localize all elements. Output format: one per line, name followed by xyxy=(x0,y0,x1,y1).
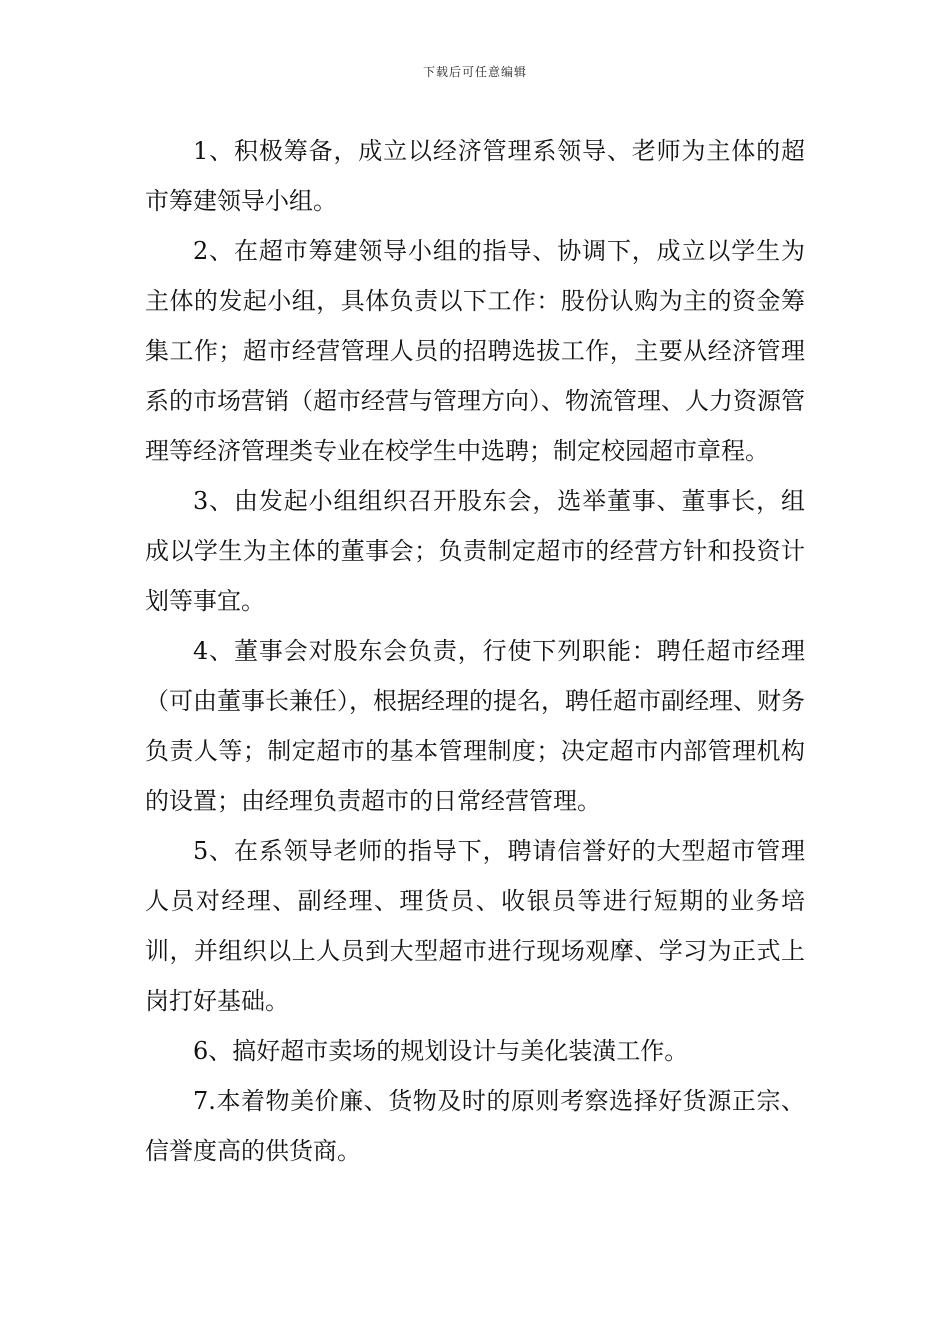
document-body xyxy=(145,126,805,1176)
paragraph-6: 6、搞好超市卖场的规划设计与美化装潢工作。 xyxy=(193,1037,689,1065)
paragraph-2: 2、在超市筹建领导小组的指导、协调下，成立以学生为主体的发起小组，具体负责以下工作：股份认购为主的资金筹集工作；超市经营管理人员的招聘选拔工作，主要从经济管理系的市场营销（超市经营与管理方向）、物流管理、人力资源管理等经济管理类专业在校学生中选聘；制定校园超市章程。 xyxy=(145,237,805,465)
paragraph-4: 4、董事会对股东会负责，行使下列职能：聘任超市经理（可由董事长兼任），根据经理的提名，聘任超市副经理、财务负责人等；制定超市的基本管理制度；决定超市内部管理机构的设置；由经理负责超市的日常经营管理。 xyxy=(145,637,805,815)
paragraph-1: 1、积极筹备，成立以经济管理系领导、老师为主体的超市筹建领导小组。 xyxy=(145,137,805,215)
paragraph-5: 5、在系领导老师的指导下，聘请信誉好的大型超市管理人员对经理、副经理、理货员、收银员等进行短期的业务培训，并组织以上人员到大型超市进行现场观摩、学习为正式上岗打好基础。 xyxy=(145,837,805,1015)
page-header: 下载后可任意编辑 xyxy=(422,65,527,79)
paragraph-3: 3、由发起小组组织召开股东会，选举董事、董事长，组成以学生为主体的董事会；负责制定超市的经营方针和投资计划等事宜。 xyxy=(145,487,805,615)
paragraph-7: 7.本着物美价廉、货物及时的原则考察选择好货源正宗、信誉度高的供货商。 xyxy=(145,1087,805,1165)
